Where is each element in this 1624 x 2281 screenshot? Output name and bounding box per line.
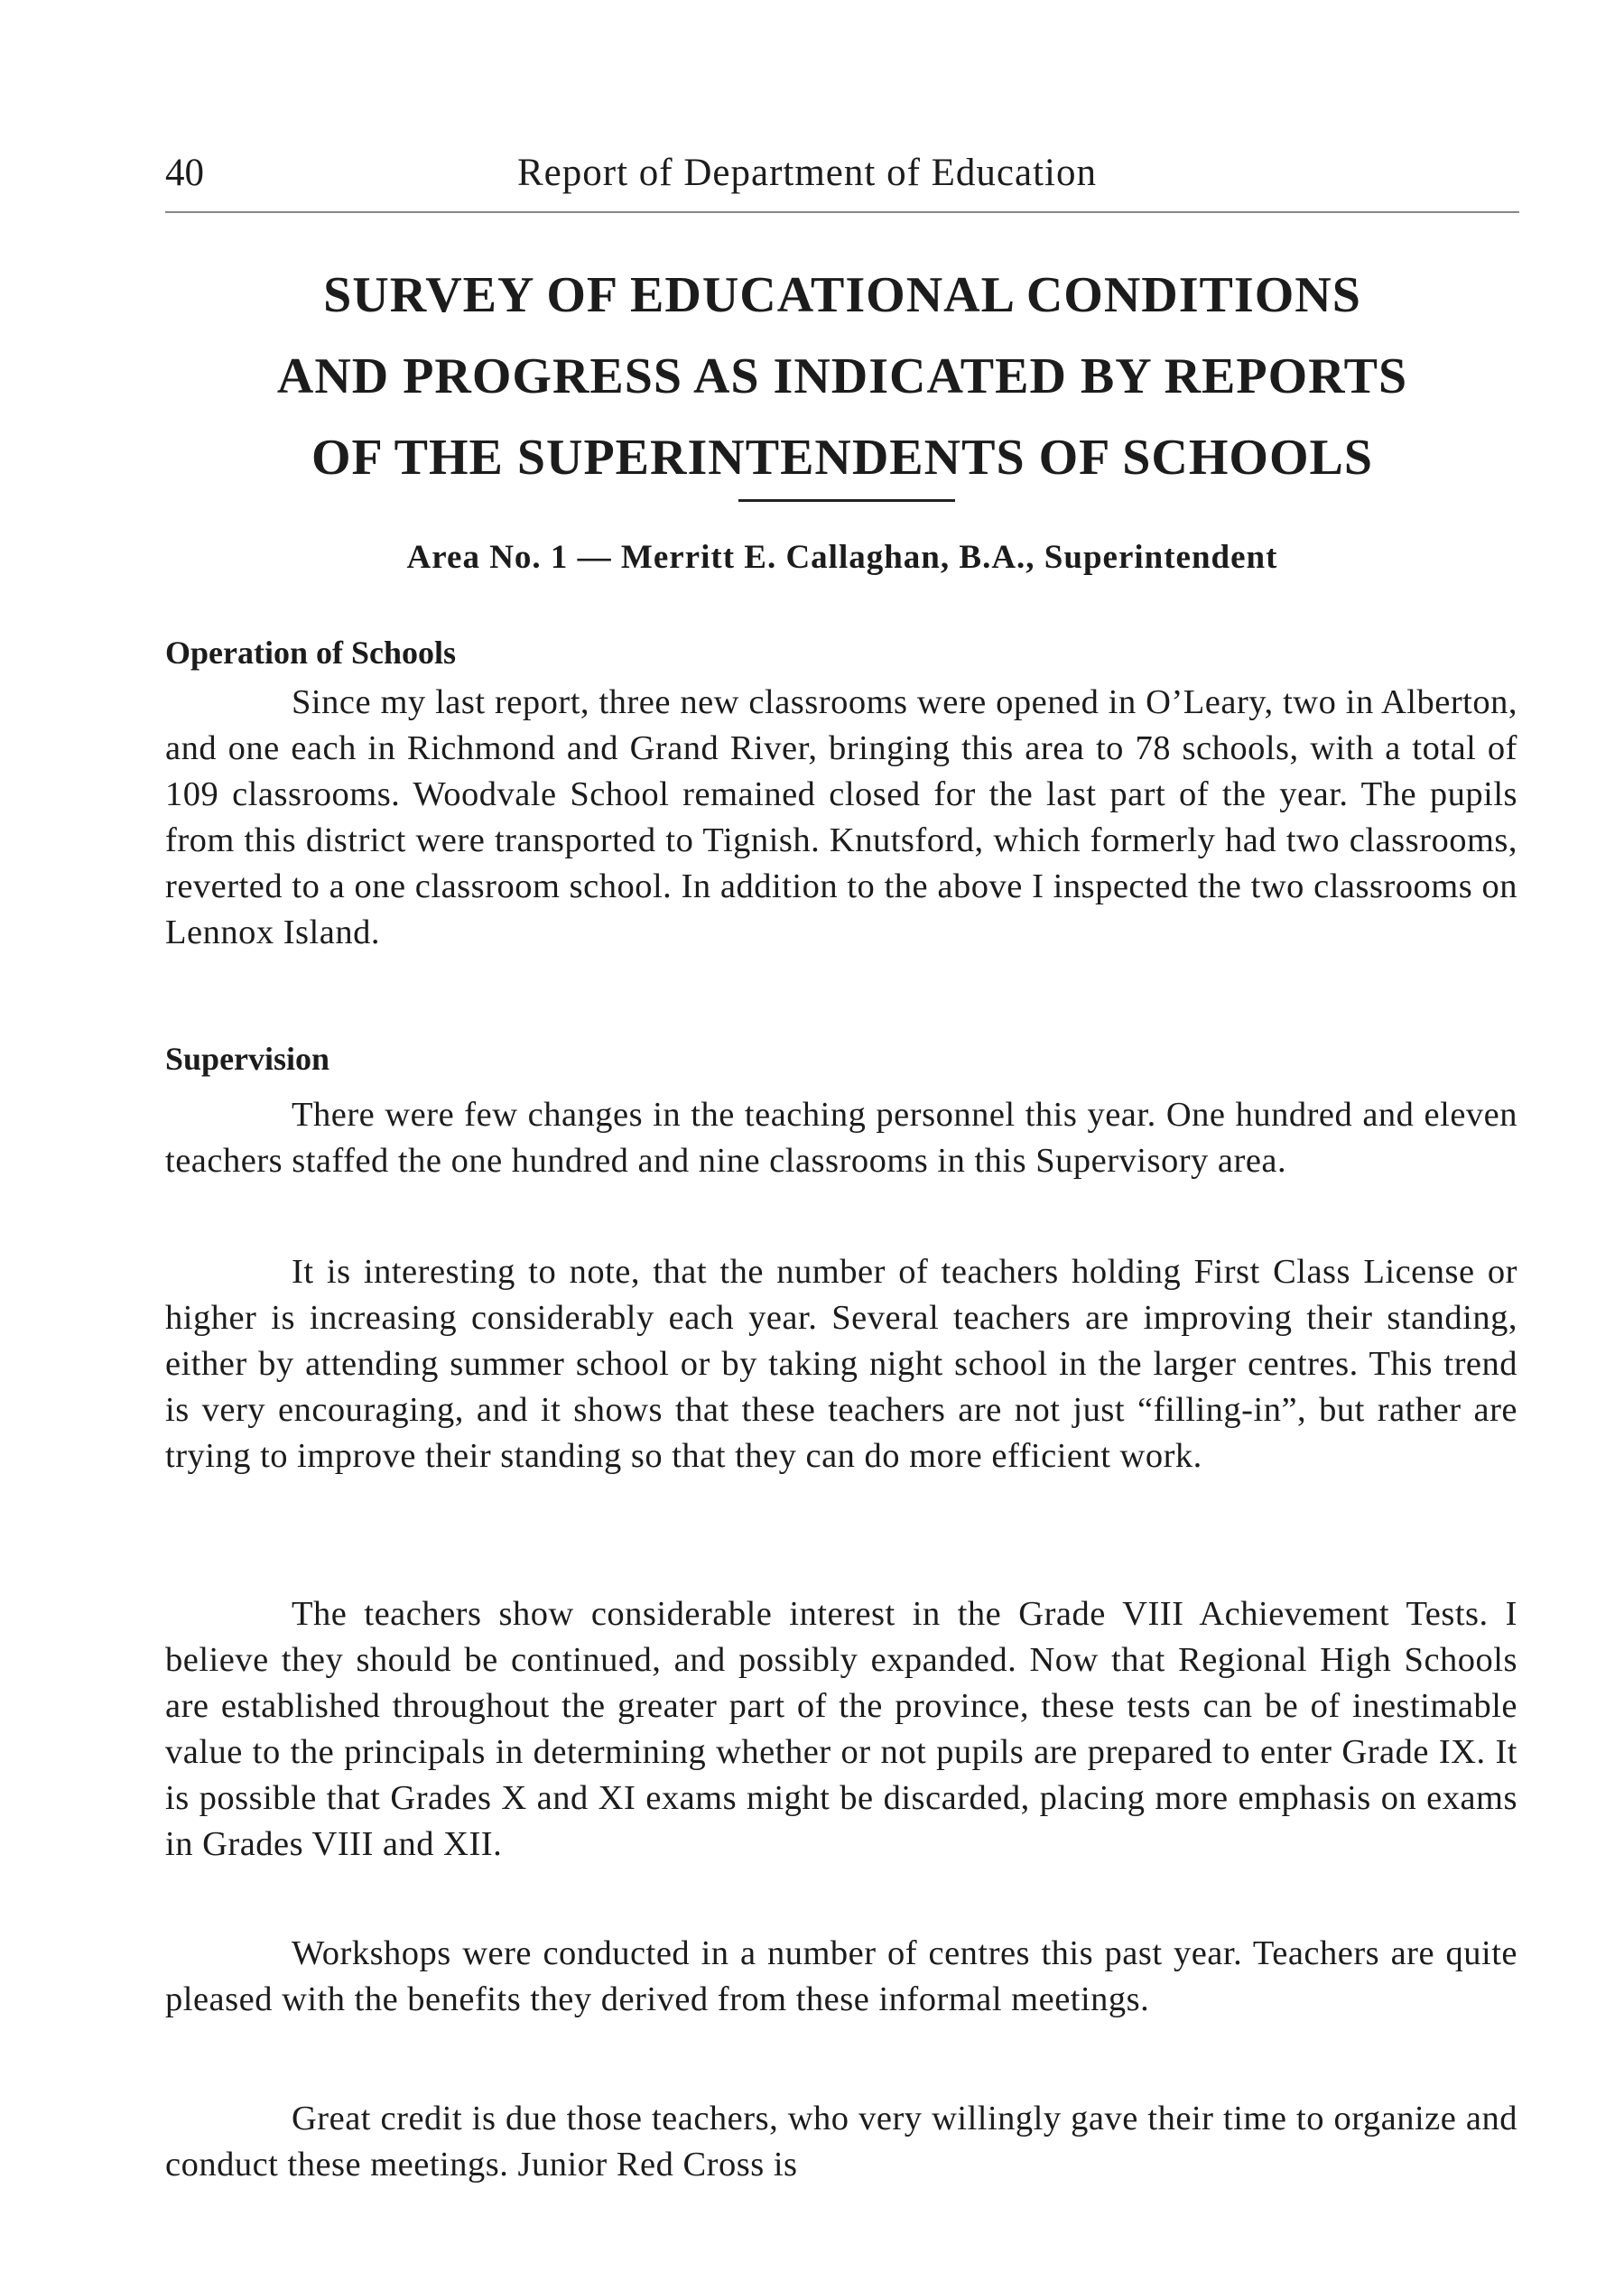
paragraph-supervision-5: Great credit is due those teachers, who very willingly gave their time to organize and conduct these meetings. Junior Red Cross is: [165, 2100, 1517, 2184]
title-line-1: SURVEY OF EDUCATIONAL CONDITIONS: [323, 267, 1361, 323]
heading-operation-of-schools: Operation of Schools: [165, 635, 457, 671]
paragraph-supervision-2: It is interesting to note, that the number of teachers holding First Class License or higher is increasing considerably each year. Several teachers are improving their standing, either by attending summer school or by taking night school in the larger centres. This trend is very encouraging, and it shows that these teachers are not just “filling-in”, but rather are trying to improve their standing so that they can do more efficient work.: [165, 1253, 1517, 1475]
document-title: [165, 255, 1519, 498]
paragraph-supervision-1: There were few changes in the teaching personnel this year. One hundred and eleven teachers staffed the one hundred and nine classrooms in this Supervisory area.: [165, 1096, 1517, 1180]
title-divider: [738, 499, 955, 502]
page-number: 40: [165, 152, 204, 194]
paragraph-supervision-3: The teachers show considerable interest in the Grade VIII Achievement Tests. I believe they should be continued, and possibly expanded. Now that Regional High Schools are established throughout the greater part of the province, these tests can be of inestimable value to the principals in determining whether or not pupils are prepared to enter Grade IX. It is possible that Grades X and XI exams might be discarded, placing more emphasis on exams in Grades VIII and XII.: [165, 1595, 1517, 1863]
paragraph-operation: Since my last report, three new classrooms were opened in O’Leary, two in Alberton, and one each in Richmond and Grand River, bringing this area to 78 schools, with a total of 109 classrooms. Woodvale School remained closed for the last part of the year. The pupils from this district were transported to Tignish. Knutsford, which formerly had two classrooms, reverted to a one classroom school. In addition to the above I inspected the two classrooms on Lennox Island.: [165, 683, 1517, 951]
header-rule: [165, 211, 1519, 213]
title-line-2: AND PROGRESS AS INDICATED BY REPORTS: [276, 348, 1408, 404]
paragraph-supervision-4: Workshops were conducted in a number of centres this past year. Teachers are quite pleased with the benefits they derived from these informal meetings.: [165, 1934, 1517, 2018]
area-superintendent-line: Area No. 1 — Merritt E. Callaghan, B.A., Superintendent: [406, 539, 1278, 576]
heading-supervision: Supervision: [165, 1041, 330, 1077]
running-title: Report of Department of Education: [517, 152, 1097, 194]
title-line-3: OF THE SUPERINTENDENTS OF SCHOOLS: [311, 430, 1374, 486]
running-header: [165, 146, 1519, 200]
